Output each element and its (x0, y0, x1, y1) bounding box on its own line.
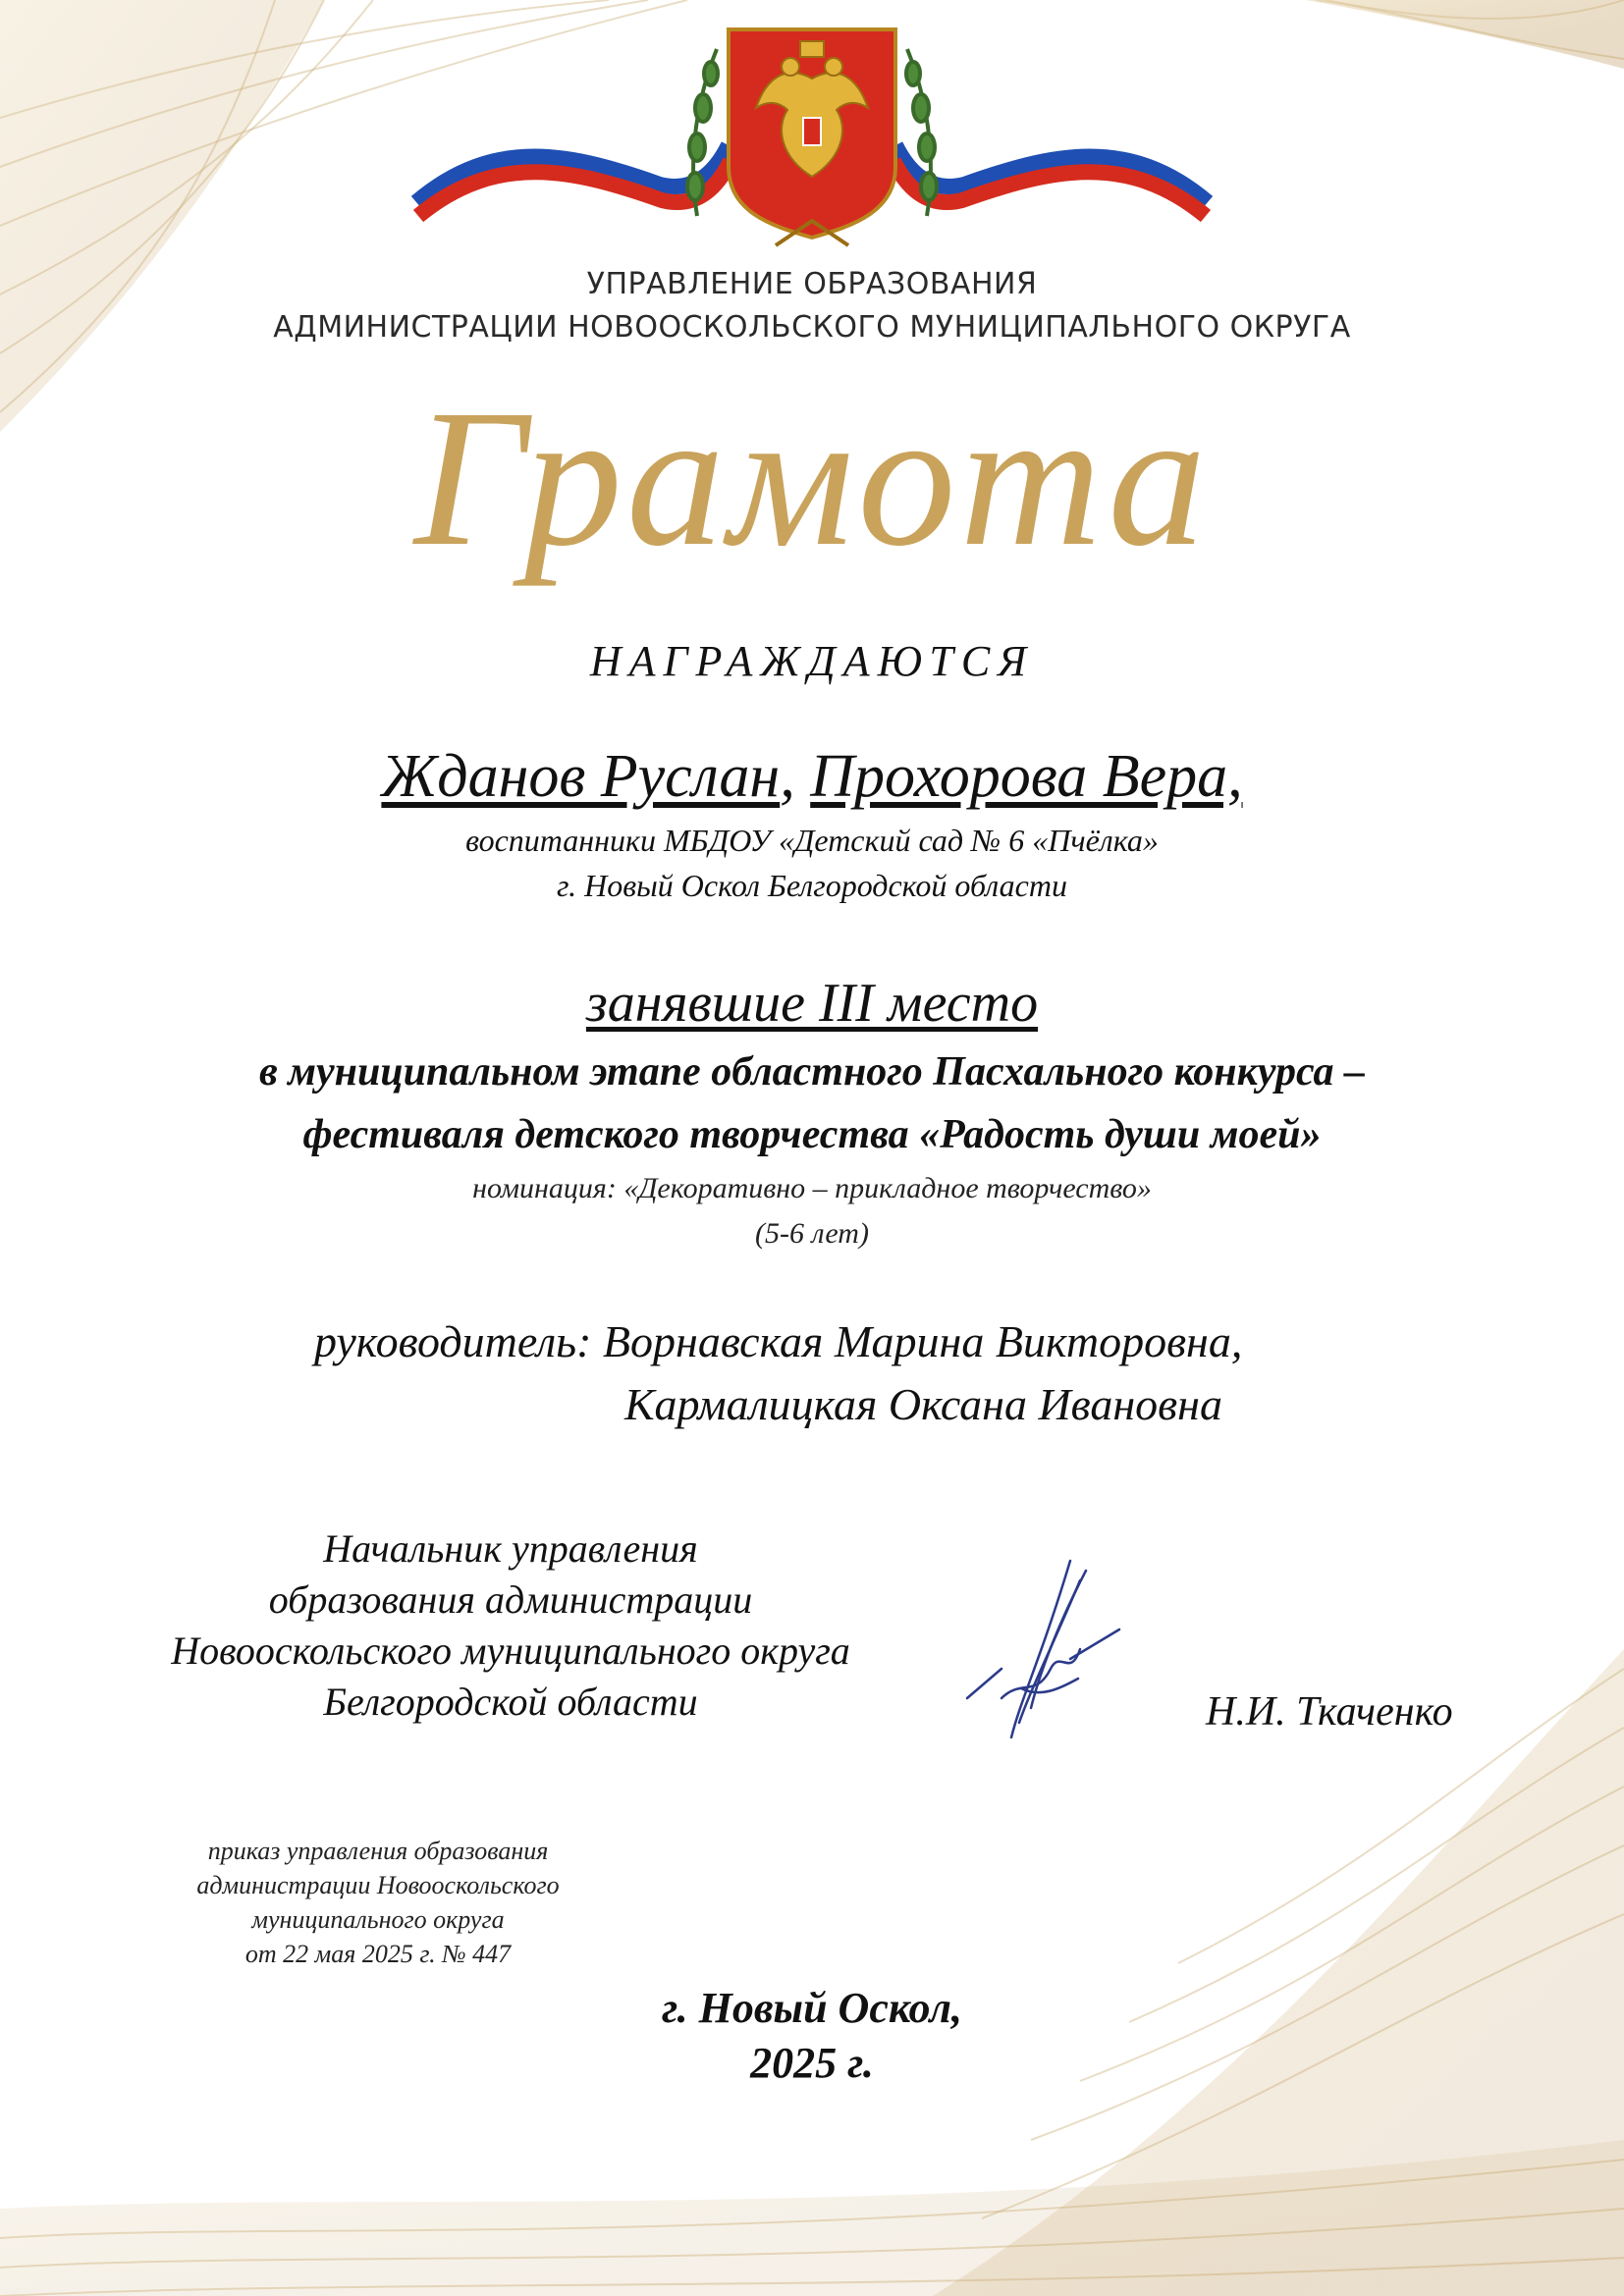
recipient-city: г. Новый Оскол Белгородской области (557, 868, 1067, 903)
chief-line-3: Новооскольского муниципального округа (171, 1629, 850, 1673)
leader-line-1: руководитель: Ворнавская Марина Викторовна, (314, 1316, 1243, 1366)
recipient-name-1: Жданов Руслан (381, 743, 781, 810)
coat-of-arms-emblem-icon (403, 20, 1221, 265)
order-line-3: муниципального округа (251, 1905, 505, 1935)
place-text: занявшие III место (585, 973, 1039, 1034)
chief-line-4: Белгородской области (323, 1680, 698, 1724)
recipient-name-2: Прохорова Вера, (810, 743, 1243, 810)
handwritten-signature-icon (962, 1551, 1129, 1747)
recipient-names (0, 742, 1624, 812)
recipient-separator: , (780, 743, 811, 810)
order-line-4: от 22 мая 2025 г. № 447 (244, 1940, 512, 1969)
chief-position (118, 1523, 903, 1728)
signer-name: Н.И. Ткаченко (1206, 1689, 1453, 1735)
age-group: (5-6 лет) (755, 1217, 869, 1250)
certificate-title: Грамота (413, 370, 1211, 587)
recipient-description: воспитанники МБДОУ «Детский сад № 6 «Пчёлка» (465, 823, 1159, 858)
order-line-2: администрации Новооскольского (196, 1871, 560, 1900)
organization-line-1: УПРАВЛЕНИЕ ОБРАЗОВАНИЯ (586, 267, 1038, 301)
footer-city: г. Новый Оскол, (662, 1984, 962, 2032)
nomination-text: номинация: «Декоративно – прикладное творчество» (472, 1172, 1152, 1204)
place-heading (0, 972, 1624, 1035)
awarded-heading: НАГРАЖДАЮТСЯ (589, 637, 1035, 685)
contest-line-2: фестиваля детского творчества «Радость души моей» (302, 1112, 1322, 1157)
order-line-1: приказ управления образования (207, 1837, 549, 1865)
contest-line-1: в муниципальном этапе областного Пасхального конкурса – (258, 1049, 1366, 1095)
footer-year: 2025 г. (750, 2039, 874, 2087)
organization-line-2: АДМИНИСТРАЦИИ НОВООСКОЛЬСКОГО МУНИЦИПАЛЬНОГО ОКРУГА (273, 310, 1351, 345)
chief-line-1: Начальник управления (323, 1526, 698, 1571)
order-reference (147, 1834, 609, 1971)
chief-line-2: образования администрации (268, 1577, 753, 1622)
leader-line-2: Кармалицкая Оксана Ивановна (624, 1379, 1222, 1429)
